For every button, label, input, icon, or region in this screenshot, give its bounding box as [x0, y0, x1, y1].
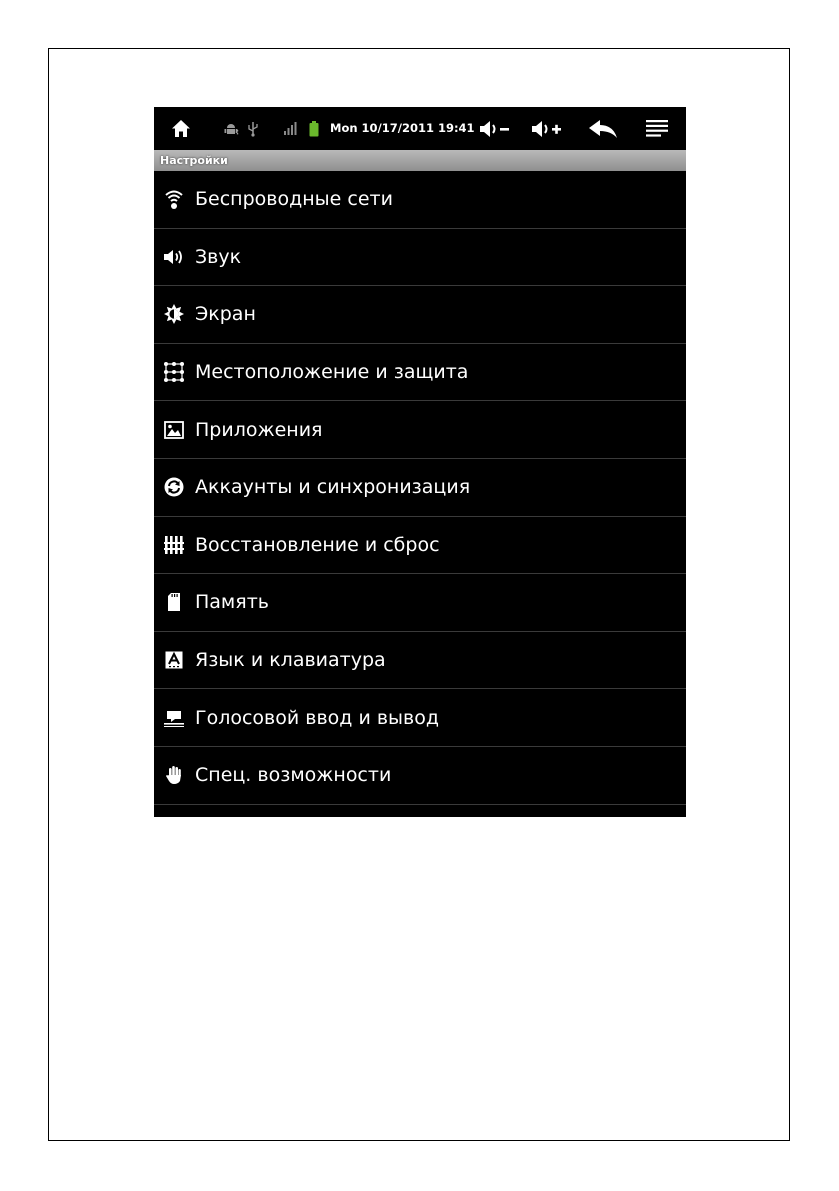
- accessibility-icon: [163, 764, 185, 786]
- settings-item-label: Память: [195, 591, 269, 614]
- title-bar: [154, 150, 686, 171]
- settings-item-label: Местоположение и защита: [195, 361, 469, 384]
- signal-icon: [284, 122, 298, 135]
- battery-icon: [309, 121, 319, 137]
- volume-down-button[interactable]: [478, 107, 514, 150]
- android-debug-icon: [223, 122, 239, 136]
- settings-item-label: Язык и клавиатура: [195, 649, 386, 672]
- back-button[interactable]: [586, 107, 620, 150]
- sync-icon: [163, 476, 185, 498]
- settings-item-wireless[interactable]: [154, 171, 686, 229]
- reset-icon: [163, 534, 185, 556]
- settings-item-label: Аккаунты и синхронизация: [195, 476, 471, 499]
- settings-item-voice-io[interactable]: [154, 689, 686, 747]
- settings-item-label: Голосовой ввод и вывод: [195, 706, 440, 729]
- settings-item-applications[interactable]: [154, 401, 686, 459]
- device-screen: [154, 107, 686, 817]
- settings-item-label: Восстановление и сброс: [195, 533, 440, 556]
- menu-button[interactable]: [644, 107, 670, 150]
- page-title: Настройки: [160, 154, 228, 167]
- volume-up-icon: [531, 120, 565, 138]
- home-button[interactable]: [168, 107, 194, 150]
- menu-icon: [646, 120, 668, 137]
- settings-list: [154, 171, 686, 805]
- settings-item-location-security[interactable]: [154, 344, 686, 402]
- applications-icon: [163, 419, 185, 441]
- status-clock: Mon 10/17/2011 19:41: [330, 121, 475, 135]
- signal-indicator: [283, 107, 299, 150]
- settings-item-label: Звук: [195, 245, 242, 268]
- wireless-icon: [163, 188, 185, 210]
- settings-item-label: Приложения: [195, 418, 323, 441]
- status-bar: [154, 107, 686, 150]
- voice-icon: [163, 707, 185, 729]
- sound-icon: [163, 246, 185, 268]
- settings-item-backup-reset[interactable]: [154, 517, 686, 575]
- settings-item-label: Спец. возможности: [195, 764, 392, 787]
- volume-up-button[interactable]: [530, 107, 566, 150]
- android-debug-indicator: [222, 107, 240, 150]
- settings-item-label: Беспроводные сети: [195, 188, 393, 211]
- settings-item-accounts-sync[interactable]: [154, 459, 686, 517]
- settings-item-label: Экран: [195, 303, 256, 326]
- usb-icon: [247, 121, 259, 137]
- settings-item-display[interactable]: [154, 286, 686, 344]
- brightness-icon: [163, 303, 185, 325]
- settings-item-sound[interactable]: [154, 229, 686, 287]
- usb-indicator: [245, 107, 261, 150]
- location-grid-icon: [163, 361, 185, 383]
- settings-item-language-keyboard[interactable]: [154, 632, 686, 690]
- settings-item-storage[interactable]: [154, 574, 686, 632]
- back-icon: [588, 119, 618, 139]
- volume-down-icon: [479, 120, 513, 138]
- home-icon: [171, 119, 191, 138]
- language-icon: [163, 649, 185, 671]
- battery-indicator: [307, 107, 321, 150]
- sd-card-icon: [163, 591, 185, 613]
- settings-item-accessibility[interactable]: [154, 747, 686, 805]
